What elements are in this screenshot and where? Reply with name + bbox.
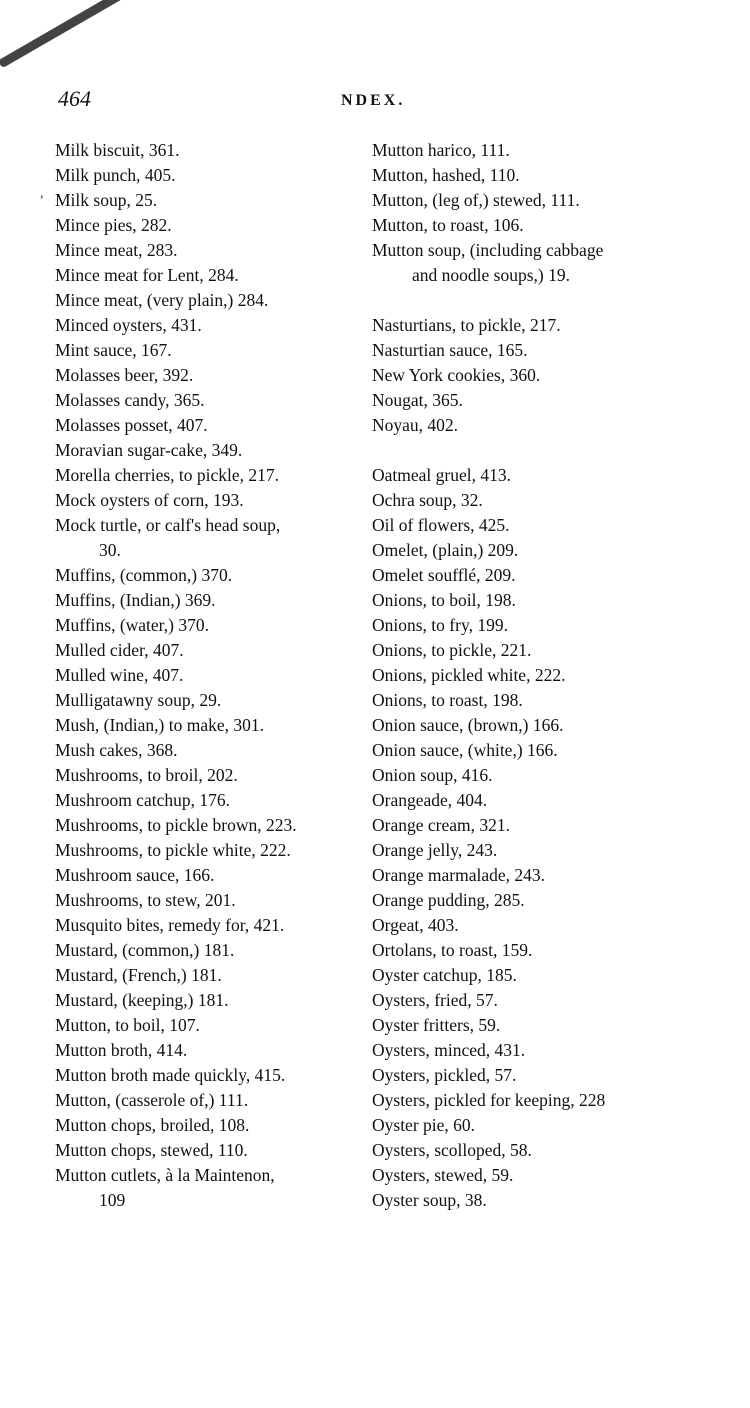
index-entry: Oysters, scolloped, 58. (372, 1140, 532, 1160)
index-entry: Mock turtle, or calf's head soup, (55, 515, 281, 535)
index-entry: Onions, to fry, 199. (372, 615, 508, 635)
index-entry: Mince meat, (very plain,) 284. (55, 290, 269, 310)
index-entry: Mutton broth made quickly, 415. (55, 1065, 286, 1085)
index-entry: Nougat, 365. (372, 390, 463, 410)
index-entry: Onions, to pickle, 221. (372, 640, 532, 660)
index-entry: Orange pudding, 285. (372, 890, 525, 910)
index-entry: Orange cream, 321. (372, 815, 510, 835)
index-entry: Oysters, pickled for keeping, 228 (372, 1090, 606, 1110)
index-entry: Ortolans, to roast, 159. (372, 940, 533, 960)
index-entry: Omelet, (plain,) 209. (372, 540, 519, 560)
index-entry: Mushrooms, to pickle white, 222. (55, 840, 291, 860)
index-entry: Mulled cider, 407. (55, 640, 184, 660)
index-entry: Molasses beer, 392. (55, 365, 194, 385)
index-entry: Mince meat, 283. (55, 240, 178, 260)
stray-mark: , (40, 186, 44, 201)
index-entry: Mush, (Indian,) to make, 301. (55, 715, 264, 735)
index-entry: Mutton, to roast, 106. (372, 215, 524, 235)
index-entry: Moravian sugar-cake, 349. (55, 440, 243, 460)
index-entry: Mushrooms, to broil, 202. (55, 765, 238, 785)
index-entry: Mutton chops, stewed, 110. (55, 1140, 248, 1160)
index-entry: New York cookies, 360. (372, 365, 541, 385)
index-entry: Oyster fritters, 59. (372, 1015, 501, 1035)
index-entry: Molasses candy, 365. (55, 390, 205, 410)
index-entry: Mince pies, 282. (55, 215, 172, 235)
index-entry: Orgeat, 403. (372, 915, 459, 935)
index-entry: Mustard, (French,) 181. (55, 965, 222, 985)
index-entry: Mustard, (common,) 181. (55, 940, 235, 960)
index-entry: Milk punch, 405. (55, 165, 176, 185)
index-entry: Onion soup, 416. (372, 765, 493, 785)
index-entry: Onion sauce, (white,) 166. (372, 740, 558, 760)
index-entry: Orangeade, 404. (372, 790, 488, 810)
index-entry: Oatmeal gruel, 413. (372, 465, 511, 485)
index-entry: and noodle soups,) 19. (412, 265, 570, 285)
index-entry: Mulled wine, 407. (55, 665, 184, 685)
blank-line (372, 438, 712, 463)
index-entry: 30. (99, 540, 121, 560)
index-entry: Ochra soup, 32. (372, 490, 483, 510)
index-entry: Oysters, fried, 57. (372, 990, 498, 1010)
index-entry: Minced oysters, 431. (55, 315, 202, 335)
index-entry: Mutton, to boil, 107. (55, 1015, 200, 1035)
index-entry: Mutton chops, broiled, 108. (55, 1115, 250, 1135)
index-entry: Mince meat for Lent, 284. (55, 265, 239, 285)
index-entry: Musquito bites, remedy for, 421. (55, 915, 285, 935)
index-entry: Nasturtian sauce, 165. (372, 340, 528, 360)
index-entry: Muffins, (water,) 370. (55, 615, 210, 635)
index-entry: Oysters, stewed, 59. (372, 1165, 514, 1185)
index-column-right (372, 138, 712, 1213)
index-entry: Oysters, pickled, 57. (372, 1065, 517, 1085)
index-entry: Noyau, 402. (372, 415, 459, 435)
index-entry: Onions, pickled white, 222. (372, 665, 566, 685)
index-entry: Mutton, (leg of,) stewed, 111. (372, 190, 580, 210)
index-entry: Molasses posset, 407. (55, 415, 208, 435)
index-entry: Onions, to boil, 198. (372, 590, 516, 610)
index-entry: Mutton, (casserole of,) 111. (55, 1090, 249, 1110)
index-entry: Mushroom catchup, 176. (55, 790, 230, 810)
index-entry: Morella cherries, to pickle, 217. (55, 465, 280, 485)
index-entry: 109 (99, 1190, 126, 1210)
index-entry: Mutton, hashed, 110. (372, 165, 520, 185)
index-entry: Onions, to roast, 198. (372, 690, 523, 710)
index-entry: Oyster catchup, 185. (372, 965, 517, 985)
index-entry: Milk soup, 25. (55, 190, 158, 210)
index-entry: Orange marmalade, 243. (372, 865, 545, 885)
index-entry: Mutton cutlets, à la Maintenon, (55, 1165, 275, 1185)
index-entry: Mushrooms, to pickle brown, 223. (55, 815, 297, 835)
index-column-left (55, 138, 365, 1213)
index-entry: Mulligatawny soup, 29. (55, 690, 222, 710)
page-number: 464 (58, 86, 91, 111)
index-entry: Muffins, (common,) 370. (55, 565, 233, 585)
index-entry: Mutton broth, 414. (55, 1040, 188, 1060)
index-entry: Milk biscuit, 361. (55, 140, 180, 160)
index-entry: Omelet soufflé, 209. (372, 565, 516, 585)
index-entry: Oyster soup, 38. (372, 1190, 487, 1210)
index-entry: Oyster pie, 60. (372, 1115, 476, 1135)
index-entry: Oysters, minced, 431. (372, 1040, 526, 1060)
index-entry: Mustard, (keeping,) 181. (55, 990, 229, 1010)
index-entry: Mutton harico, 111. (372, 140, 510, 160)
page-title: NDEX. (341, 92, 406, 109)
index-entry: Mush cakes, 368. (55, 740, 178, 760)
index-entry: Mock oysters of corn, 193. (55, 490, 244, 510)
index-entry: Mushroom sauce, 166. (55, 865, 215, 885)
index-entry: Onion sauce, (brown,) 166. (372, 715, 564, 735)
scan-stain-mark (0, 0, 184, 68)
index-entry: Oil of flowers, 425. (372, 515, 510, 535)
index-entry: Muffins, (Indian,) 369. (55, 590, 216, 610)
index-entry: Orange jelly, 243. (372, 840, 498, 860)
blank-line (372, 288, 712, 313)
index-entry: Mushrooms, to stew, 201. (55, 890, 236, 910)
index-entry: Mint sauce, 167. (55, 340, 172, 360)
index-entry: Nasturtians, to pickle, 217. (372, 315, 561, 335)
index-entry: Mutton soup, (including cabbage (372, 240, 604, 260)
